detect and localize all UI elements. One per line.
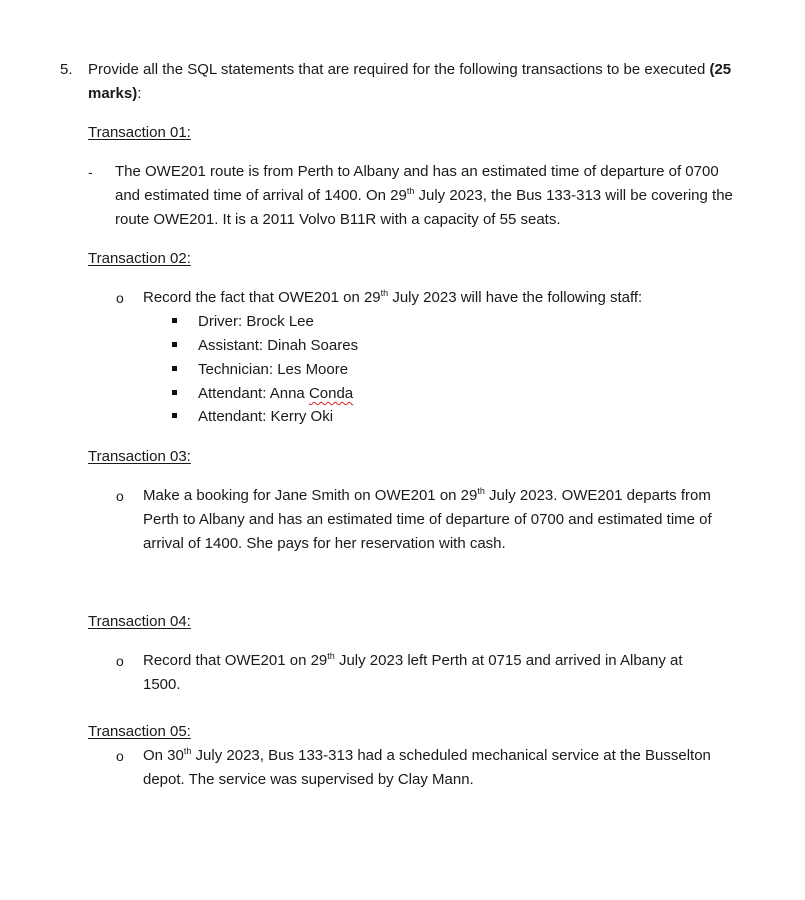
- transaction-01-dash-marker: -: [88, 164, 93, 180]
- transaction-05-heading: Transaction 05:: [88, 723, 191, 740]
- question-text-end: :: [137, 85, 142, 102]
- transaction-03-circle-marker: o: [116, 488, 124, 504]
- transaction-01-heading: Transaction 01:: [88, 124, 191, 141]
- transaction-04-heading: Transaction 04:: [88, 613, 191, 630]
- transaction-05-circle-marker: o: [116, 748, 124, 764]
- staff-item-assistant: Assistant: Dinah Soares: [198, 337, 359, 354]
- transaction-04-circle-marker: o: [116, 653, 124, 669]
- transaction-02-circle-marker: o: [116, 290, 124, 306]
- transaction-02-text: Record the fact that OWE201 on 29th July 2023 will have the following staff:: [143, 288, 643, 306]
- staff-item-attendant-2: Attendant: Kerry Oki: [198, 408, 334, 425]
- square-bullet-icon: [172, 318, 177, 323]
- question-marks: (25 marks): [88, 61, 732, 102]
- staff-item-driver: Driver: Brock Lee: [198, 313, 314, 330]
- square-bullet-icon: [172, 342, 177, 347]
- transaction-04-text: Record that OWE201 on 29th July 2023 left Perth at 0715 and arrived in Albany at 1500.: [143, 651, 683, 693]
- staff-item-technician: Technician: Les Moore: [198, 361, 349, 378]
- question-text-main: Provide all the SQL statements that are required for the following transactions to be executed: [88, 61, 710, 78]
- transaction-01-text: The OWE201 route is from Perth to Albany and has an estimated time of departure of 0700 and estimated time of arrival of 1400. On 29th July 2023, the Bus 133-313 will be covering the route OWE201. It is a 2011 Volvo B11R with a capacity of 55 seats.: [115, 163, 733, 228]
- transaction-03-text: Make a booking for Jane Smith on OWE201 on 29th July 2023. OWE201 departs from Perth to Albany and has an estimated time of departure of 0700 and estimated time of arrival of 1400. She pays for her reservation with cash.: [143, 486, 712, 552]
- question-text: [88, 58, 748, 106]
- square-bullet-icon: [172, 390, 177, 395]
- square-bullet-icon: [172, 413, 177, 418]
- transaction-05-text: On 30th July 2023, Bus 133-313 had a scheduled mechanical service at the Busselton depot. The service was supervised by Clay Mann.: [143, 746, 711, 788]
- staff-item-attendant-1: Attendant: Anna Conda: [198, 385, 354, 402]
- transaction-03-heading: Transaction 03:: [88, 448, 191, 465]
- question-number: 5.: [60, 61, 73, 78]
- transaction-02-heading: Transaction 02:: [88, 250, 191, 267]
- square-bullet-icon: [172, 366, 177, 371]
